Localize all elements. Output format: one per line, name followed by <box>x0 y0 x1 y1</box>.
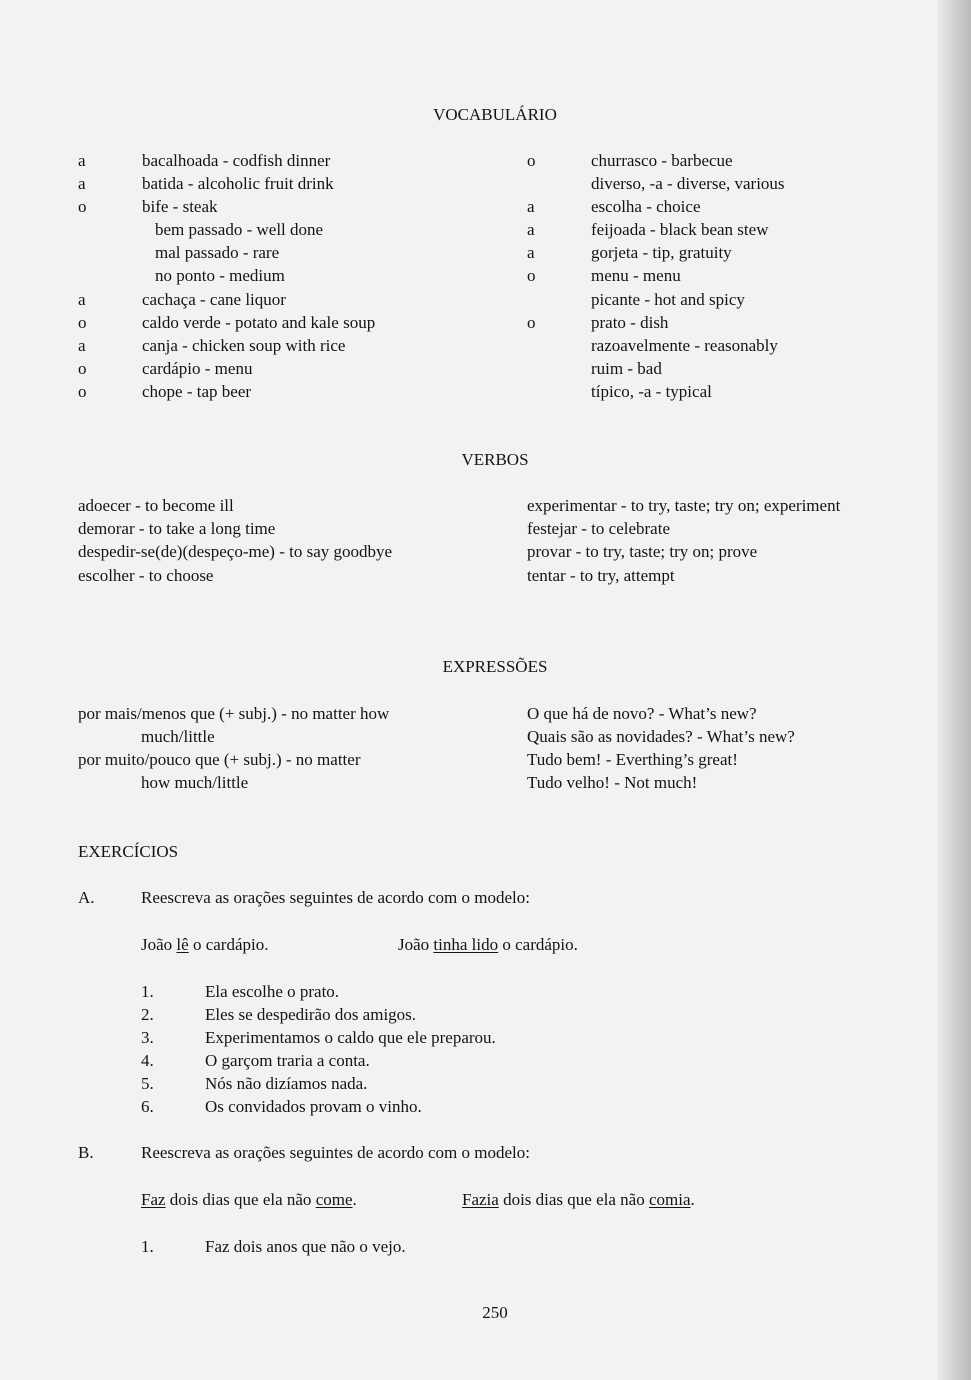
model-underlined-word: lê <box>176 935 189 954</box>
vocab-entry: típico, -a - typical <box>591 382 712 401</box>
vocab-article: o <box>78 359 87 378</box>
item-number: 5. <box>141 1074 154 1093</box>
vocab-article: o <box>78 382 87 401</box>
exercise-letter: B. <box>78 1143 94 1162</box>
model-underlined-word: comia <box>648 1190 691 1209</box>
item-text: Ela escolhe o prato. <box>205 982 340 1001</box>
verb-entry: demorar - to take a long time <box>78 519 276 538</box>
item-text: Nós não dizíamos nada. <box>205 1074 368 1093</box>
item-number: 3. <box>141 1028 154 1047</box>
vocab-entry: picante - hot and spicy <box>591 290 745 309</box>
item-text: Faz dois anos que não o vejo. <box>205 1237 406 1256</box>
verb-entry: escolher - to choose <box>78 566 214 585</box>
exercises-heading: EXERCÍCIOS <box>78 842 179 861</box>
page-edge-shadow <box>937 0 971 1380</box>
vocab-subentry: no ponto - medium <box>155 266 285 285</box>
verb-entry: experimentar - to try, taste; try on; experiment <box>527 496 841 515</box>
verb-entry: adoecer - to become ill <box>78 496 234 515</box>
vocab-entry: ruim - bad <box>591 359 662 378</box>
vocab-heading: VOCABULÁRIO <box>433 105 557 124</box>
vocab-article: o <box>527 313 536 332</box>
exercise-instruction: Reescreva as orações seguintes de acordo com o modelo: <box>141 1143 530 1162</box>
vocab-entry: feijoada - black bean stew <box>591 220 769 239</box>
expression-entry: por mais/menos que (+ subj.) - no matter how <box>78 704 390 723</box>
expression-entry: por muito/pouco que (+ subj.) - no matter <box>78 750 361 769</box>
vocab-entry: cardápio - menu <box>142 359 253 378</box>
model-text: dois dias que ela não <box>165 1190 316 1209</box>
vocab-article: a <box>78 174 86 193</box>
page-number: 250 <box>482 1303 508 1322</box>
model-text: João <box>141 935 177 954</box>
item-number: 2. <box>141 1005 154 1024</box>
item-number: 1. <box>141 982 154 1001</box>
model-text: João <box>398 935 434 954</box>
item-text: Eles se despedirão dos amigos. <box>205 1005 417 1024</box>
item-number: 6. <box>141 1097 154 1116</box>
vocab-entry: canja - chicken soup with rice <box>142 336 346 355</box>
vocab-entry: batida - alcoholic fruit drink <box>142 174 334 193</box>
expression-entry-continued: much/little <box>141 727 215 746</box>
vocab-entry: cachaça - cane liquor <box>142 290 286 309</box>
expression-entry-continued: how much/little <box>141 773 249 792</box>
item-number: 4. <box>141 1051 154 1070</box>
vocab-article: o <box>527 151 536 170</box>
vocab-entry: gorjeta - tip, gratuity <box>591 243 732 262</box>
item-text: Experimentamos o caldo que ele preparou. <box>205 1028 496 1047</box>
expression-entry: Tudo bem! - Everthing’s great! <box>527 750 738 769</box>
vocab-article: a <box>527 220 535 239</box>
exercise-instruction: Reescreva as orações seguintes de acordo com o modelo: <box>141 888 530 907</box>
model-answer <box>462 1190 695 1210</box>
vocab-article: a <box>78 336 86 355</box>
expression-entry: O que há de novo? - What’s new? <box>527 704 757 723</box>
vocab-entry: razoavelmente - reasonably <box>591 336 778 355</box>
model-text: o cardápio. <box>498 935 578 954</box>
vocab-entry: bife - steak <box>142 197 218 216</box>
vocab-entry: chope - tap beer <box>142 382 252 401</box>
vocab-entry: caldo verde - potato and kale soup <box>142 313 376 332</box>
model-text: o cardápio. <box>188 935 269 954</box>
model-text: . <box>352 1190 357 1209</box>
vocab-entry: escolha - choice <box>591 197 701 216</box>
item-number: 1. <box>141 1237 154 1256</box>
item-text: Os convidados provam o vinho. <box>205 1097 422 1116</box>
item-text: O garçom traria a conta. <box>205 1051 370 1070</box>
vocab-article: o <box>78 197 87 216</box>
verb-entry: tentar - to try, attempt <box>527 566 675 585</box>
vocab-article: o <box>78 313 87 332</box>
vocab-entry: prato - dish <box>591 313 669 332</box>
vocab-subentry: mal passado - rare <box>155 243 280 262</box>
model-answer <box>398 935 578 955</box>
model-underlined-word: Faz <box>141 1190 166 1209</box>
model-text: dois dias que ela não <box>498 1190 649 1209</box>
vocab-entry: menu - menu <box>591 266 681 285</box>
vocab-article: a <box>527 197 535 216</box>
model-underlined-word: tinha lido <box>433 935 499 954</box>
vocab-entry: bacalhoada - codfish dinner <box>142 151 331 170</box>
vocab-article: a <box>527 243 535 262</box>
exercise-letter: A. <box>78 888 95 907</box>
verb-entry: despedir-se(de)(despeço-me) - to say goodbye <box>78 542 393 561</box>
vocab-subentry: bem passado - well done <box>155 220 324 239</box>
model-sentence <box>141 935 268 955</box>
vocab-article: o <box>527 266 536 285</box>
verbs-heading: VERBOS <box>461 450 529 469</box>
verb-entry: festejar - to celebrate <box>527 519 670 538</box>
expressions-heading: EXPRESSÕES <box>442 657 548 676</box>
vocab-entry: churrasco - barbecue <box>591 151 733 170</box>
vocab-article: a <box>78 151 86 170</box>
vocab-entry: diverso, -a - diverse, various <box>591 174 785 193</box>
model-text: . <box>690 1190 695 1209</box>
model-underlined-word: come <box>315 1190 353 1209</box>
verb-entry: provar - to try, taste; try on; prove <box>527 542 758 561</box>
model-sentence <box>141 1190 357 1210</box>
model-underlined-word: Fazia <box>462 1190 499 1209</box>
expression-entry: Tudo velho! - Not much! <box>527 773 698 792</box>
vocab-article: a <box>78 290 86 309</box>
expression-entry: Quais são as novidades? - What’s new? <box>527 727 795 746</box>
